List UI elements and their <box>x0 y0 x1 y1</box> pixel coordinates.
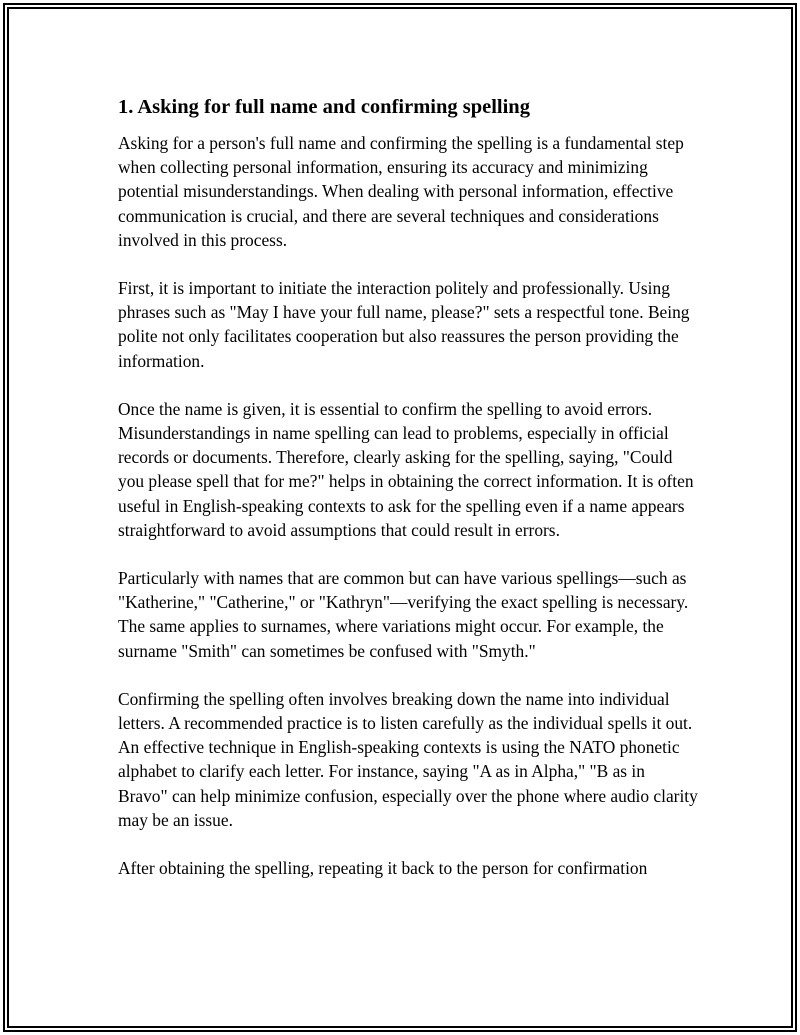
paragraph-repeat-back: After obtaining the spelling, repeating it back to the person for confirmation <box>118 858 648 879</box>
paragraph-confirm-spelling: Once the name is given, it is essential to confirm the spelling to avoid errors. Misunderstandings in name spelling can lead to problems, especially in official records or documents. Therefore, clearly asking for the spelling, saying, "Could you please spell that for me?" helps in obtaining the correct information. It is often useful in English-speaking contexts to ask for the spelling even if a name appears straightforward to avoid assumptions that could result in errors. <box>118 398 694 540</box>
paragraph-spelling-variations: Particularly with names that are common but can have various spellings—such as "Katherine," "Catherine," or "Kathryn"—verifying the exact spelling is necessary. The same applies to surnames, where variations might occur. For example, the surname "Smith" can sometimes be confused with "Smyth." <box>118 568 689 661</box>
section-heading: 1. Asking for full name and confirming spelling <box>118 96 530 118</box>
document-body <box>118 93 698 904</box>
paragraph-intro: Asking for a person's full name and confirming the spelling is a fundamental step when collecting personal information, ensuring its accuracy and minimizing potential misunderstandings. When dealing with personal information, effective communication is crucial, and there are several techniques and considerations involved in this process. <box>118 133 684 250</box>
paragraph-politeness: First, it is important to initiate the interaction politely and professionally. Using phrases such as "May I have your full name, please?" sets a respectful tone. Being polite not only facilitates cooperation but also reassures the person providing the information. <box>118 278 690 371</box>
paragraph-phonetic-alphabet: Confirming the spelling often involves breaking down the name into individual letters. A recommended practice is to listen carefully as the individual spells it out. An effective technique in English-speaking contexts is using the NATO phonetic alphabet to clarify each letter. For instance, saying "A as in Alpha," "B as in Bravo" can help minimize confusion, especially over the phone where audio clarity may be an issue. <box>118 688 698 830</box>
